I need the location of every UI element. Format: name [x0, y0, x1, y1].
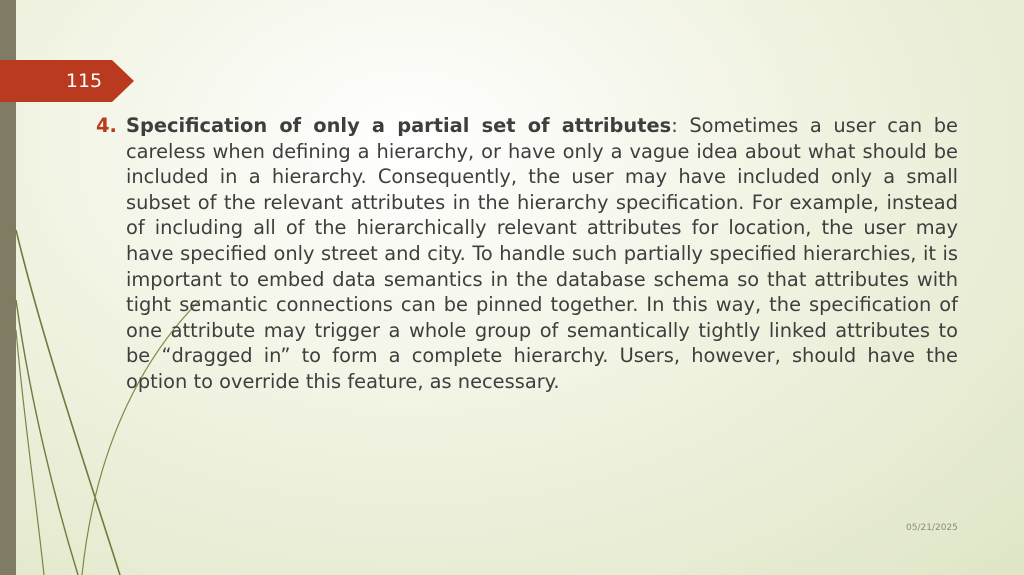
list-item-body: [126, 113, 958, 395]
list-item-colon: :: [671, 114, 678, 137]
slide-content: [96, 113, 958, 395]
list-item: [96, 113, 958, 395]
slide-number: 115: [65, 70, 103, 92]
list-item-term: Specification of only a partial set of attributes: [126, 114, 672, 137]
slide-number-badge: [0, 60, 134, 102]
list-item-text: Sometimes a user can be careless when defining a hierarchy, or have only a vague idea about what should be included in a hierarchy. Consequently, the user may have included only a small subset of the relevant attributes in the hierarchy specification. For example, instead of including all of the hierarchically relevant attributes for location, the user may have specified only street and city. To handle such partially specified hierarchies, it is important to embed data semantics in the database schema so that attributes with tight semantic connections can be pinned together. In this way, the specification of one attribute may trigger a whole group of semantically tightly linked attributes to be “dragged in” to form a complete hierarchy. Users, however, should have the option to override this feature, as necessary.: [126, 114, 958, 393]
list-item-number: 4.: [96, 114, 117, 137]
slide-date: 05/21/2025: [906, 523, 958, 533]
